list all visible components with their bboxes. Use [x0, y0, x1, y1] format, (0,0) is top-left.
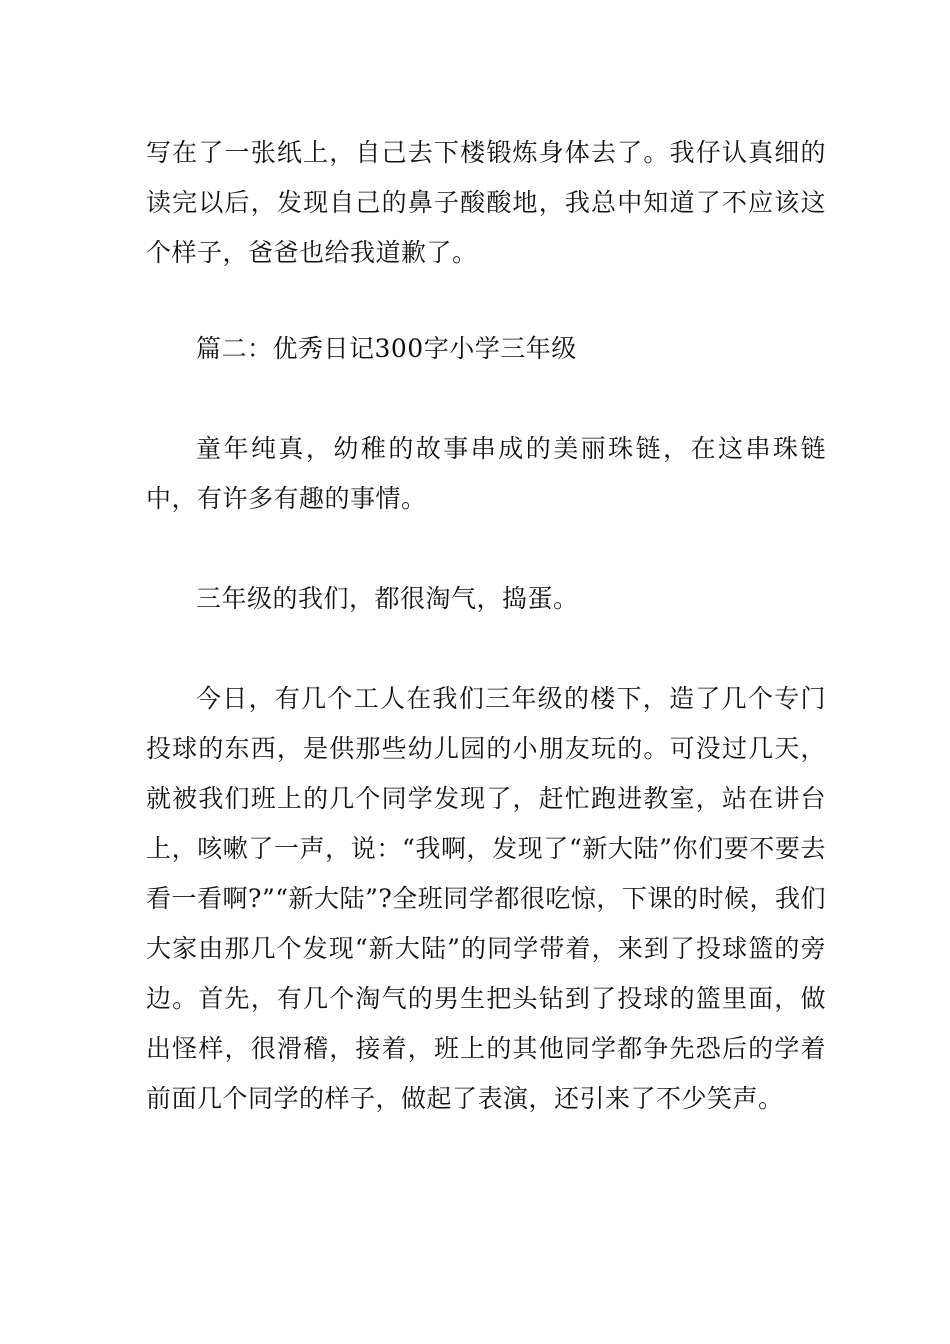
paragraph: 今日，有几个工人在我们三年级的楼下，造了几个专门投球的东西，是供那些幼儿园的小朋友玩的。可没过几天，就被我们班上的几个同学发现了，赶忙跑进教室，站在讲台上，咳嗽了一声，说：“我啊，发现了“新大陆”你们要不要去看一看啊?”“新大陆”?全班同学都很吃惊，下课的时候，我们大家由那几个发现“新大陆”的同学带着，来到了投球篮的旁边。首先，有几个淘气的男生把头钻到了投球的篮里面，做出怪样，很滑稽，接着，班上的其他同学都争先恐后的学着前面几个同学的样子，做起了表演，还引来了不少笑声。: [146, 684, 826, 1113]
paragraph-continuation: 写在了一张纸上，自己去下楼锻炼身体去了。我仔认真细的读完以后，发现自己的鼻子酸酸地，我总中知道了不应该这个样子，爸爸也给我道歉了。: [146, 138, 826, 267]
section-heading: 篇二：优秀日记300字小学三年级: [196, 334, 577, 363]
paragraph: 三年级的我们，都很淘气，捣蛋。: [196, 584, 579, 613]
paragraph: 童年纯真，幼稚的故事串成的美丽珠链，在这串珠链中，有许多有趣的事情。: [146, 434, 826, 513]
